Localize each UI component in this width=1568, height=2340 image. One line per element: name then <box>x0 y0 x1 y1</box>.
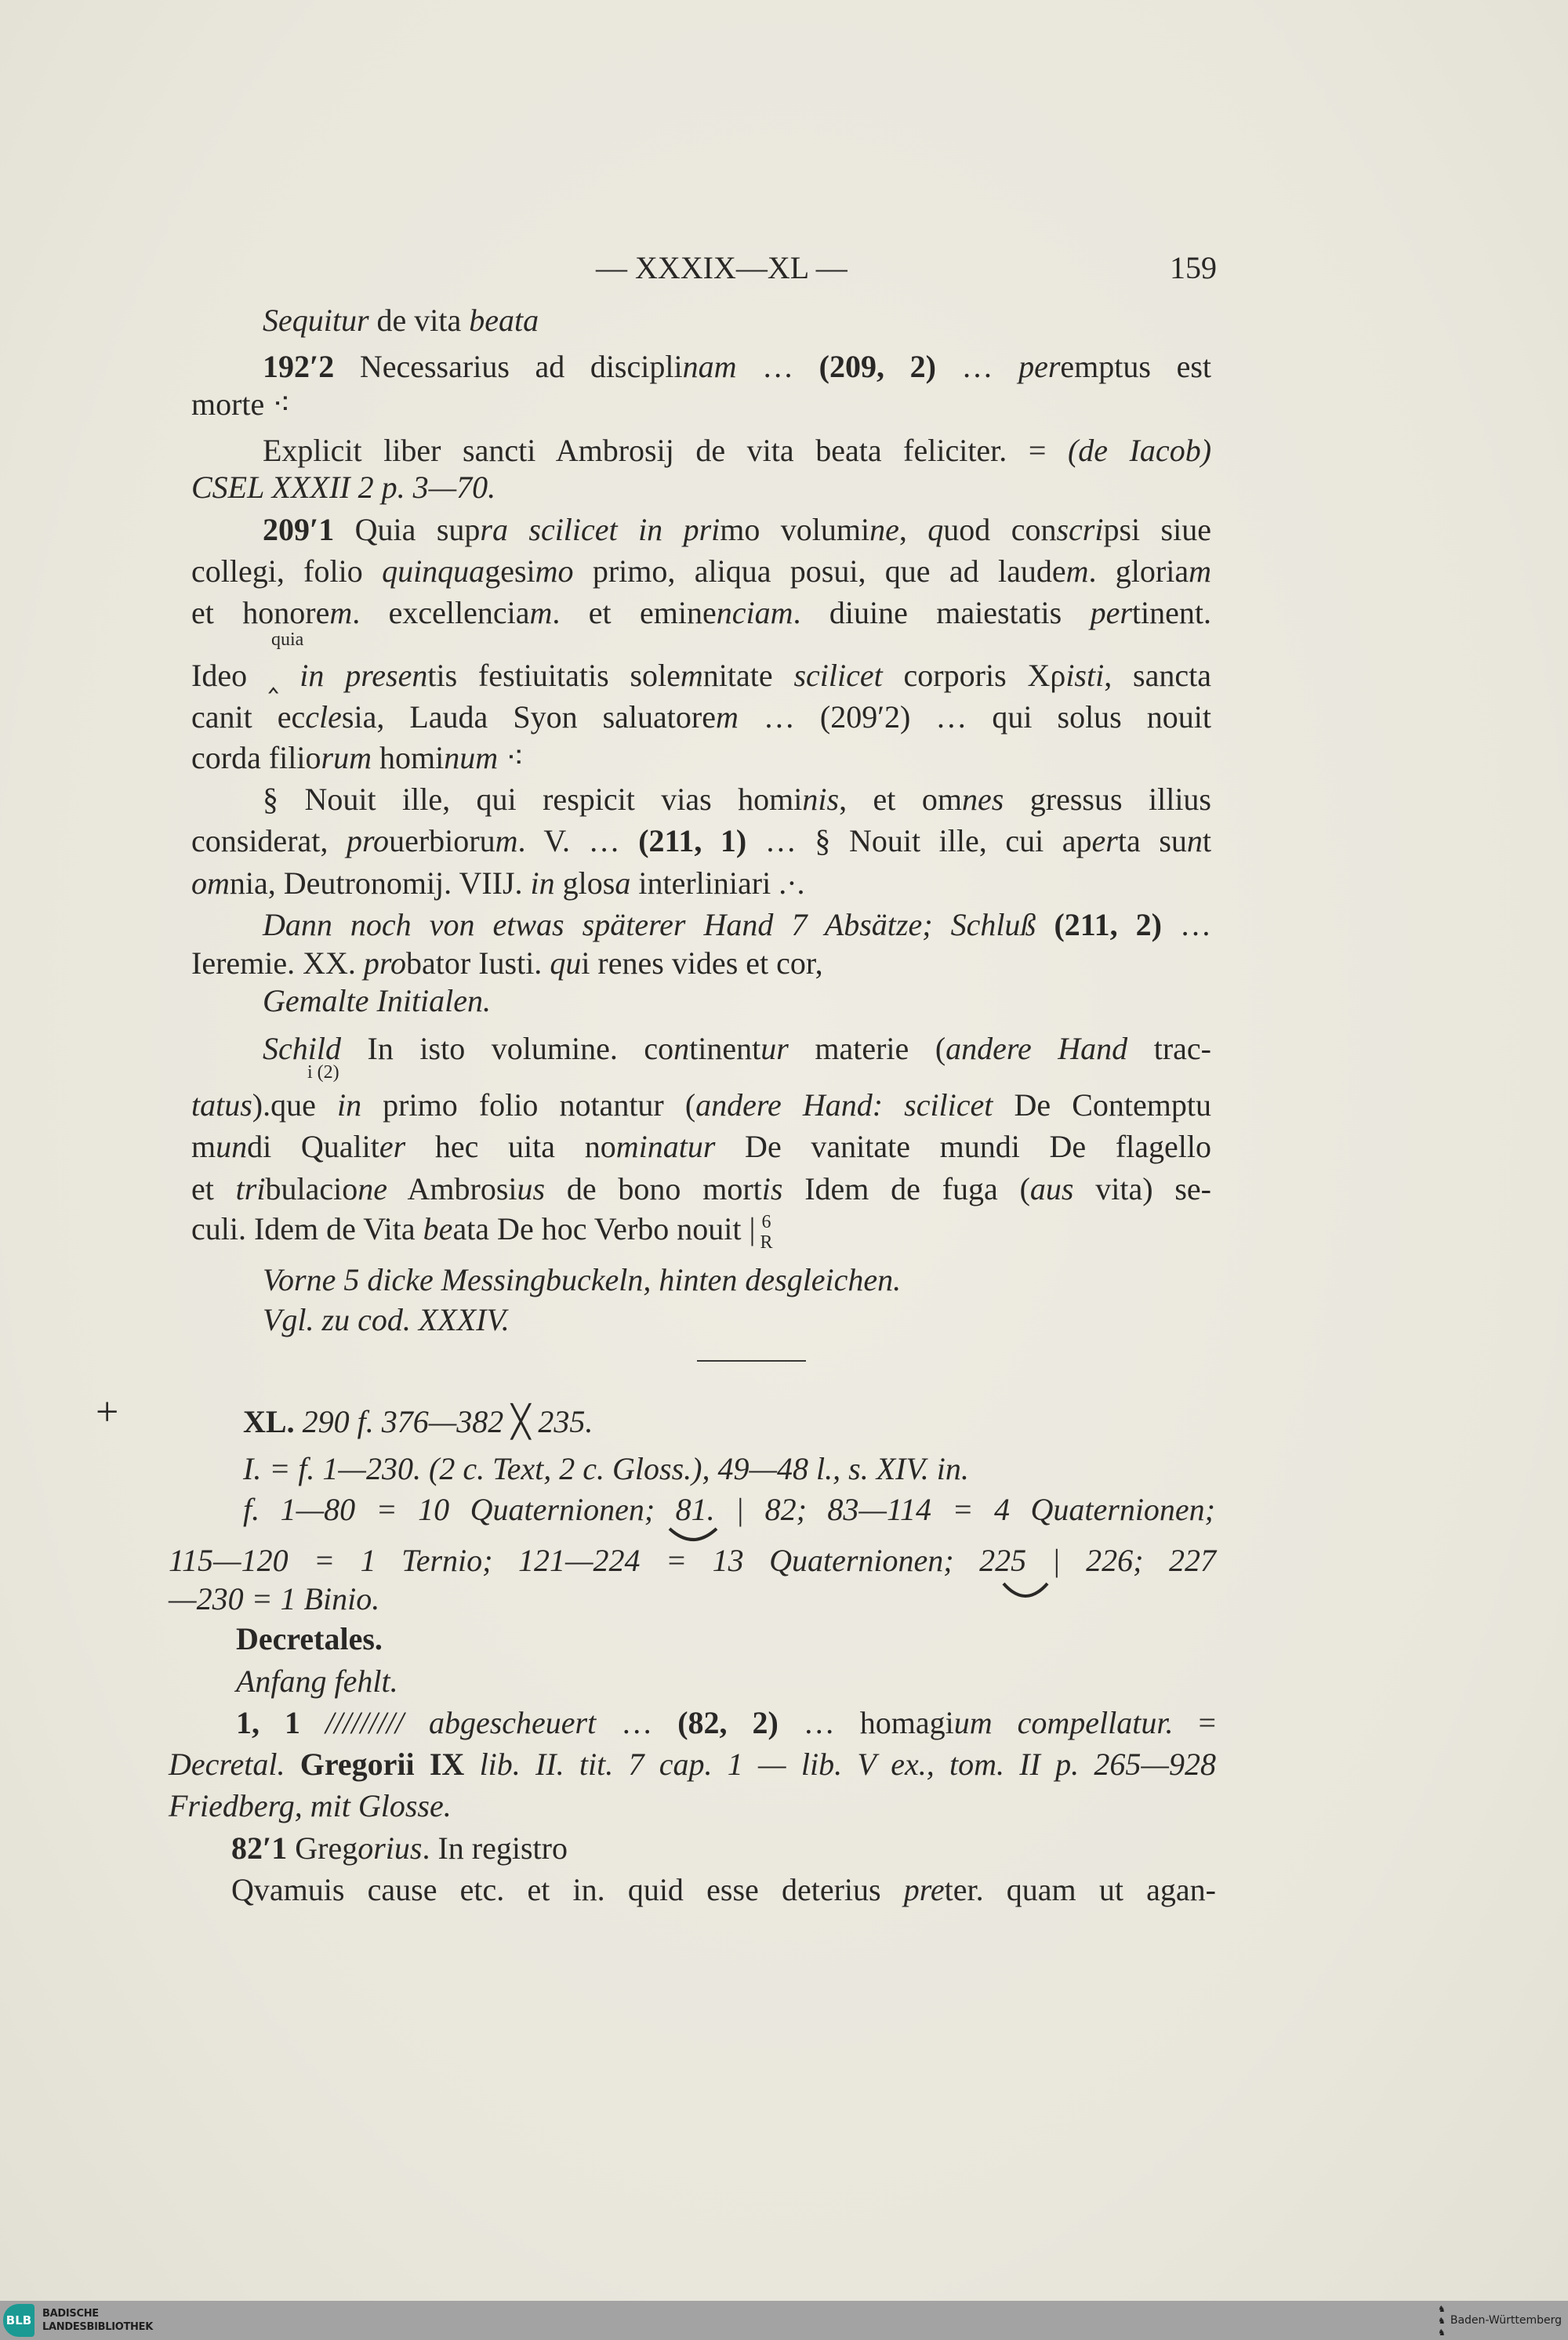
text-segment: m <box>680 658 703 693</box>
text-segment: ncia <box>716 595 771 630</box>
text-line <box>191 698 1211 736</box>
text-segment: pro <box>363 945 406 981</box>
text-line <box>263 1030 1211 1068</box>
text-line <box>191 822 1211 860</box>
text-line <box>169 1542 1216 1580</box>
text-segment: ///////// abgescheuert <box>325 1705 597 1740</box>
text-segment: cle <box>305 699 342 735</box>
text-segment: … (209′2) … qui solus nouit <box>738 699 1212 735</box>
text-segment: glos <box>554 865 615 901</box>
text-segment: beata <box>469 303 539 338</box>
text-line <box>236 1663 398 1700</box>
text-segment: ta su <box>1117 823 1187 858</box>
text-segment: in <box>530 865 555 901</box>
text-line <box>191 945 823 982</box>
text-segment: … <box>736 349 819 384</box>
text-segment: di Qualit <box>247 1129 379 1164</box>
text-segment: 192′2 <box>263 349 335 384</box>
text-segment: primo folio notantur ( <box>361 1087 696 1123</box>
text-segment: . gloria <box>1088 553 1189 589</box>
text-segment: ra <box>480 512 508 547</box>
text-line <box>243 1450 969 1488</box>
text-segment: andere Hand <box>946 1031 1128 1066</box>
text-segment <box>508 512 528 547</box>
section-divider <box>697 1360 806 1362</box>
text-segment: Ambrosi <box>387 1171 517 1206</box>
library-name <box>42 2307 153 2334</box>
text-segment: I. = f. 1—230. (2 c. Text, 2 c. Gloss.), 49—48 l., s. XIV. in. <box>243 1451 969 1486</box>
text-segment: … <box>1161 907 1212 942</box>
text-segment: i renes vides et cor, <box>581 945 823 981</box>
text-segment: m <box>495 823 518 858</box>
text-segment: collegi, folio <box>191 553 383 589</box>
gathering-arc-81-82 <box>668 1527 718 1546</box>
text-segment: nis <box>802 782 840 817</box>
text-segment: rum <box>321 740 372 775</box>
text-segment: … <box>596 1705 678 1740</box>
text-segment: vita) se- <box>1073 1171 1211 1206</box>
text-segment: , sancta <box>1104 658 1211 693</box>
interlinear-quia: quia <box>271 629 304 650</box>
text-line <box>263 432 1211 470</box>
text-segment: isti <box>1065 658 1105 693</box>
text-segment: Decretal. <box>169 1747 285 1782</box>
text-line <box>231 1871 1216 1909</box>
text-segment: Friedberg, mit Glosse. <box>169 1788 452 1823</box>
text-line <box>191 657 1211 695</box>
state-label: Baden-Württemberg <box>1450 2314 1562 2327</box>
interlinear-i2: i (2) <box>307 1062 339 1083</box>
text-segment: is <box>761 1171 783 1206</box>
marginal-fraction <box>760 1212 773 1253</box>
text-segment: nes <box>961 782 1004 817</box>
blb-logo[interactable]: BLB <box>3 2304 34 2337</box>
text-segment: 290 f. 376—382 ╳ 235. <box>302 1404 593 1439</box>
lion-crest-icon: ♞ ♞ ♞ <box>1437 2303 1446 2338</box>
text-segment: qu <box>550 945 582 981</box>
text-segment <box>1036 907 1054 942</box>
text-segment: Ieremie. XX. <box>191 945 364 981</box>
text-segment: … <box>935 349 1019 384</box>
text-segment: homi <box>371 740 445 775</box>
text-segment: Decretales. <box>236 1621 383 1656</box>
text-segment: (de Iacob) <box>1067 433 1212 468</box>
text-segment: Gregorii IX <box>285 1747 480 1782</box>
text-segment: bulacio <box>265 1171 358 1206</box>
text-line <box>191 739 524 777</box>
text-segment: gesi <box>485 553 535 589</box>
margin-plus-mark: + <box>96 1390 119 1435</box>
text-segment: m <box>1065 553 1089 589</box>
text-segment: Qvamuis cause etc. et in. quid esse deterius <box>231 1872 904 1907</box>
text-segment: m <box>770 595 793 630</box>
text-line <box>263 982 491 1020</box>
text-segment: ).que <box>252 1087 337 1123</box>
text-segment: ur <box>760 1031 789 1066</box>
text-segment: , <box>898 512 928 547</box>
text-segment: m <box>529 595 553 630</box>
text-segment: emptus est <box>1060 349 1211 384</box>
text-segment: . excellencia <box>352 595 530 630</box>
text-line <box>231 1830 568 1867</box>
text-segment: interliniari .·. <box>630 865 805 901</box>
text-segment: § Nouit ille, qui respicit vias homi <box>263 782 803 817</box>
text-segment: ter. quam ut agan- <box>944 1872 1216 1907</box>
text-segment: Vorne 5 dicke Messingbuckeln, hinten desgleichen. <box>263 1262 902 1297</box>
text-line <box>263 348 1211 386</box>
text-segment: tinent <box>689 1031 761 1066</box>
text-segment: t <box>1202 823 1212 858</box>
text-segment: et <box>191 1171 236 1206</box>
text-line <box>191 386 291 423</box>
text-segment: —230 = 1 Binio. <box>169 1581 380 1616</box>
text-line <box>191 1128 1211 1166</box>
text-segment: (211, 1) <box>638 823 747 858</box>
text-segment: Necessarius ad discipli <box>334 349 683 384</box>
text-segment <box>300 1705 325 1740</box>
text-segment: un <box>216 1129 248 1164</box>
text-segment: primo, aliqua posui, que ad laude <box>573 553 1066 589</box>
library-name-line1: BADISCHE <box>42 2308 99 2320</box>
text-segment: psi siue <box>1103 512 1211 547</box>
text-line <box>169 1580 379 1618</box>
text-segment: Idem de fuga ( <box>782 1171 1030 1206</box>
text-segment: (211, 2) <box>1054 907 1162 942</box>
footer-bar <box>0 2301 1568 2340</box>
text-segment: (209, 2) <box>818 349 936 384</box>
text-segment: 209′1 <box>263 512 335 547</box>
text-segment: de bono mort <box>545 1171 762 1206</box>
text-segment: lib. II. tit. 7 cap. 1 — lib. V ex., tom. II p. 265—928 <box>479 1747 1216 1782</box>
text-line <box>236 1620 383 1658</box>
library-name-line2: LANDESBIBLIOTHEK <box>42 2321 153 2333</box>
text-line <box>243 1491 1215 1529</box>
text-segment: uod con <box>943 512 1057 547</box>
text-segment: orius <box>358 1830 423 1866</box>
text-segment: … homagi <box>778 1705 954 1740</box>
text-line <box>263 906 1211 944</box>
text-segment: Greg <box>287 1830 358 1866</box>
text-segment: bator Iusti. <box>406 945 550 981</box>
text-segment: 82′1 <box>231 1830 288 1866</box>
baden-wuerttemberg-logo[interactable] <box>1438 2302 1562 2338</box>
text-segment: 115—120 = 1 Ternio; 121—224 = 13 Quaternionen; 225 | 226; 227 <box>169 1543 1216 1578</box>
text-segment: us <box>517 1171 546 1206</box>
text-segment: materie ( <box>788 1031 946 1066</box>
text-segment <box>295 1404 303 1439</box>
text-segment: scilicet in pri <box>528 512 720 547</box>
text-segment: sia, Lauda Syon saluatore <box>341 699 716 735</box>
text-segment: scilicet <box>793 658 883 693</box>
text-segment: tinent. <box>1131 595 1211 630</box>
text-segment: er <box>1091 823 1118 858</box>
text-line <box>263 781 1211 818</box>
text-segment: Sequitur <box>263 303 369 338</box>
text-segment: pre <box>903 1872 945 1907</box>
text-line <box>169 1787 452 1825</box>
text-segment: corporis Xρ <box>882 658 1066 693</box>
text-segment: 1, 1 <box>236 1705 300 1740</box>
fraction-bottom: R <box>760 1232 773 1253</box>
text-segment: CSEL XXXII 2 p. 3—70. <box>191 470 496 505</box>
text-segment: . et emine <box>552 595 717 630</box>
page-number: 159 <box>1170 250 1217 285</box>
text-segment: , et om <box>839 782 962 817</box>
text-segment: er <box>379 1129 406 1164</box>
text-segment: … § Nouit ille, cui ap <box>746 823 1092 858</box>
text-segment: considerat, <box>191 823 347 858</box>
text-segment: f. 1—80 = 10 Quaternionen; 81. | 82; 83—114 = 4 Quaternionen; <box>243 1492 1215 1527</box>
text-segment: XL. <box>243 1404 295 1439</box>
text-segment: nitate <box>702 658 794 693</box>
text-line <box>191 1087 1211 1124</box>
text-segment: De Contemptu <box>993 1087 1212 1123</box>
text-line <box>191 553 1211 590</box>
text-segment: per <box>1018 349 1061 384</box>
text-segment: morte ⁖ <box>191 386 291 422</box>
text-segment: et honore <box>191 595 330 630</box>
text-segment: num <box>444 740 499 775</box>
text-line <box>191 1170 1211 1208</box>
text-segment: m <box>1189 553 1211 589</box>
text-segment: in presen <box>299 658 428 693</box>
text-segment: n <box>1186 823 1203 858</box>
text-segment: Anfang fehlt. <box>236 1663 398 1699</box>
text-line <box>191 1210 773 1253</box>
text-segment: nia, Deutronomij. VIIJ. <box>229 865 531 901</box>
text-segment: (82, 2) <box>677 1705 779 1740</box>
text-line <box>263 1301 510 1339</box>
text-segment: Vgl. zu cod. XXXIV. <box>263 1302 510 1337</box>
text-segment: . diuine maiestatis <box>793 595 1091 630</box>
text-segment: m <box>191 1129 216 1164</box>
text-segment: = <box>1173 1705 1217 1740</box>
text-segment: a <box>615 865 631 901</box>
gathering-arc-225-226 <box>1002 1582 1049 1602</box>
text-segment: m <box>715 699 739 735</box>
text-segment: Quia sup <box>334 512 481 547</box>
text-segment: minatur <box>615 1129 716 1164</box>
text-segment: ⁖ <box>498 740 524 775</box>
text-segment: tatus <box>191 1087 252 1123</box>
text-line <box>191 594 1211 632</box>
text-line <box>236 1704 1216 1742</box>
text-segment: scri <box>1056 512 1104 547</box>
text-segment: andere Hand: scilicet <box>695 1087 993 1123</box>
text-segment: trac- <box>1127 1031 1211 1066</box>
text-segment: tri <box>235 1171 266 1206</box>
text-segment: de vita <box>368 303 470 338</box>
text-segment: corda filio <box>191 740 321 775</box>
text-segment: Explicit liber sancti Ambrosij de vita beata feliciter. = <box>263 433 1068 468</box>
text-line <box>263 302 539 339</box>
text-segment: Schild <box>263 1031 341 1066</box>
text-segment: uerbioru <box>389 823 495 858</box>
text-segment: um compellatur. <box>953 1705 1174 1740</box>
text-line <box>169 1746 1216 1783</box>
text-segment: ne <box>869 512 899 547</box>
text-segment: Gemalte Initialen. <box>263 983 492 1018</box>
text-segment: tis festiuitatis sole <box>427 658 681 693</box>
text-segment: pro <box>346 823 390 858</box>
text-line <box>263 511 1211 549</box>
text-segment: n <box>673 1031 690 1066</box>
text-segment: De vanitate mundi De flagello <box>715 1129 1211 1164</box>
text-segment: Dann noch von etwas späterer Hand 7 Absätze; Schluß <box>263 907 1036 942</box>
text-segment: per <box>1090 595 1132 630</box>
text-segment: . V. … <box>517 823 639 858</box>
text-segment: q <box>927 512 944 547</box>
text-segment: in <box>336 1087 362 1123</box>
text-segment: m <box>329 595 353 630</box>
text-segment: canit ec <box>191 699 306 735</box>
text-segment: nam <box>682 349 737 384</box>
text-segment: ata De hoc Verbo nouit | <box>452 1211 756 1246</box>
text-line <box>263 1261 901 1299</box>
text-segment: gressus illius <box>1004 782 1212 817</box>
text-segment: aus <box>1029 1171 1074 1206</box>
text-segment: mo volumi <box>720 512 870 547</box>
text-segment: be <box>423 1211 453 1246</box>
fraction-top: 6 <box>761 1211 771 1232</box>
text-segment: In isto volumine. co <box>340 1031 674 1066</box>
text-segment: mo <box>535 553 574 589</box>
text-segment: hec uita no <box>405 1129 616 1164</box>
text-line <box>243 1403 593 1441</box>
text-segment: ne <box>358 1171 387 1206</box>
text-segment: . In registro <box>422 1830 568 1866</box>
text-segment: Ideo ‸ <box>191 658 300 693</box>
text-line <box>191 865 805 902</box>
text-segment: quinqua <box>382 553 485 589</box>
text-segment: om <box>191 865 230 901</box>
running-title: — XXXIX—XL — <box>596 250 848 285</box>
text-segment: culi. Idem de Vita <box>191 1211 423 1246</box>
text-line <box>191 469 495 506</box>
